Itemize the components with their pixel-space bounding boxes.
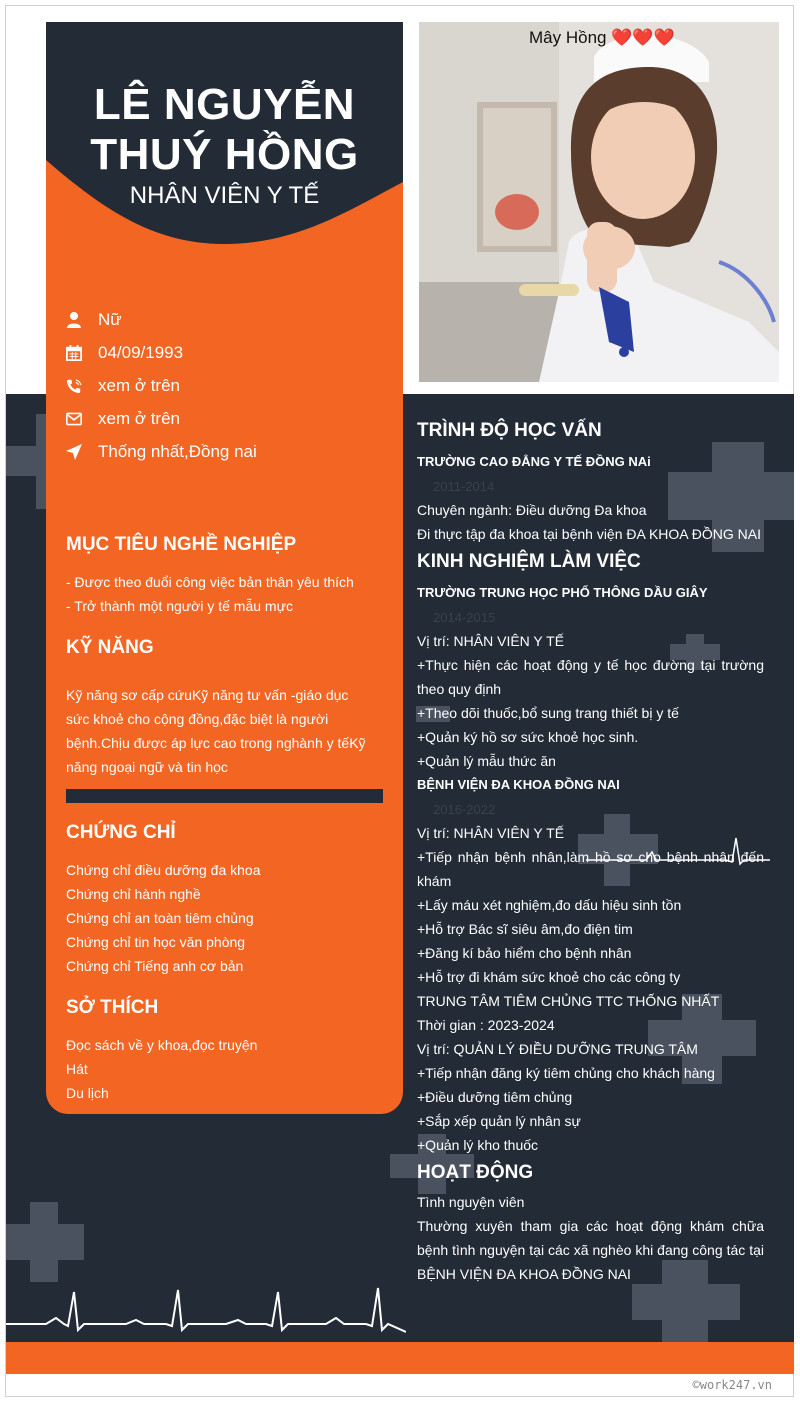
decor-cross-8v <box>30 1202 58 1282</box>
education-school: TRƯỜNG CAO ĐẲNG Y TẾ ĐỒNG NAi <box>417 454 651 469</box>
job-line: Vị trí: QUẢN LÝ ĐIỀU DƯỠNG TRUNG TÂM <box>417 1041 698 1057</box>
activity-line: Thường xuyên tham gia các hoạt động khám chữa bệnh tình nguyện tại các xã nghèo khi đang công tác tại BỆNH VIỆN ĐA KHOA ĐỒNG NAI <box>417 1218 764 1282</box>
envelope-icon <box>66 410 82 428</box>
phone-icon <box>66 377 82 395</box>
job-line: +Sắp xếp quản lý nhân sự <box>417 1113 581 1129</box>
phone-value: xem ở trên <box>98 376 181 395</box>
user-icon <box>66 311 82 329</box>
job-line: +Lấy máu xét nghiệm,đo dấu hiệu sinh tồn <box>417 897 682 913</box>
job-org: TRƯỜNG TRUNG HỌC PHỔ THÔNG DẦU GIÂY <box>417 585 708 600</box>
job-line: +Quản ký hồ sơ sức khoẻ học sinh. <box>417 729 639 745</box>
skills-heading: KỸ NĂNG <box>66 637 154 658</box>
info-address <box>66 439 386 465</box>
job-line: Vị trí: NHÂN VIÊN Y TẾ <box>417 825 565 841</box>
birthdate-value: 04/09/1993 <box>98 343 184 362</box>
job-period: 2016-2022 <box>433 802 496 817</box>
job-lines <box>417 821 764 1157</box>
job-org: BỆNH VIỆN ĐA KHOA ĐỒNG NAI <box>417 777 620 792</box>
hobby-item: Du lịch <box>66 1085 109 1101</box>
job-lines <box>417 629 764 773</box>
job-line: +Quản lý mẫu thức ăn <box>417 753 556 769</box>
heartbeat-line-left <box>6 1274 406 1334</box>
job-title: NHÂN VIÊN Y TẾ <box>129 182 320 209</box>
hobby-item: Hát <box>66 1061 88 1077</box>
education-heading: TRÌNH ĐỘ HỌC VẤN <box>417 420 602 441</box>
objective-text <box>66 570 386 618</box>
info-email <box>66 406 386 432</box>
job-line: Thời gian : 2023-2024 <box>417 1017 555 1033</box>
objective-line: - Trở thành một người y tế mẫu mực <box>66 598 293 614</box>
info-birthdate <box>66 340 386 366</box>
job-line: +Hỗ trợ Bác sĩ siêu âm,đo điện tim <box>417 921 633 937</box>
job-line: Vị trí: NHÂN VIÊN Y TẾ <box>417 633 565 649</box>
education-line: Đi thực tập đa khoa tại bệnh viện ĐA KHOA ĐỒNG NAI <box>417 526 761 542</box>
photo-illustration <box>419 22 779 382</box>
skills-text: Kỹ năng sơ cấp cứuKỹ năng tư vấn -giáo dục sức khoẻ cho cộng đồng,đặc biệt là người bệnh.Chịu được áp lực cao trong nghành y tếKỹ năng ngoại ngữ và tin học <box>66 687 366 775</box>
address-value: Thống nhất,Đồng nai <box>98 442 257 461</box>
certificate-item: Chứng chỉ Tiếng anh cơ bản <box>66 958 244 974</box>
activities-section <box>417 1162 764 1286</box>
location-arrow-icon <box>66 443 82 461</box>
photo-caption: Mây Hồng ❤️❤️❤️ <box>529 28 675 47</box>
job-line: +Điều dưỡng tiêm chủng <box>417 1089 573 1105</box>
job-line: TRUNG TÂM TIÊM CHỦNG TTC THỐNG NHẤT <box>417 993 720 1009</box>
objective-line: - Được theo đuổi công việc bản thân yêu thích <box>66 574 354 590</box>
activity-line: Tình nguyện viên <box>417 1194 525 1210</box>
job-line: +Theo dõi thuốc,bổ sung trang thiết bị y tế <box>417 705 679 721</box>
certificate-item: Chứng chỉ tin học văn phòng <box>66 934 246 950</box>
education-period: 2011-2014 <box>433 479 495 494</box>
activities-lines <box>417 1190 764 1286</box>
education-section <box>417 420 764 546</box>
watermark: ©work247.vn <box>692 1378 772 1392</box>
certificate-item: Chứng chỉ an toàn tiêm chủng <box>66 910 254 926</box>
hobbies-list <box>66 1033 386 1105</box>
job-period: 2014-2015 <box>433 610 496 625</box>
name-line-1: LÊ NGUYỄN <box>93 80 356 129</box>
education-line: Chuyên ngành: Điều dưỡng Đa khoa <box>417 502 647 518</box>
job-line: +Tiếp nhận đăng ký tiêm chủng cho khách hàng <box>417 1065 715 1081</box>
certificates-list <box>66 858 386 978</box>
job-line: +Đăng kí bảo hiểm cho bệnh nhân <box>417 945 632 961</box>
hobbies-heading: SỞ THÍCH <box>66 997 159 1018</box>
experience-heading: KINH NGHIỆM LÀM VIỆC <box>417 551 641 572</box>
certificate-item: Chứng chỉ hành nghề <box>66 886 201 902</box>
job-line: +Hỗ trợ đi khám sức khoẻ cho các công ty <box>417 969 681 985</box>
job-line: +Quản lý kho thuốc <box>417 1137 539 1153</box>
section-divider <box>66 789 383 803</box>
job-line: +Tiếp nhận bệnh nhân,làm hồ sơ cho bệnh nhân đến khám <box>417 849 764 889</box>
objective-heading: MỤC TIÊU NGHỀ NGHIỆP <box>66 534 297 555</box>
experience-section <box>417 551 764 1157</box>
calendar-icon <box>66 344 82 362</box>
certificates-heading: CHỨNG CHỈ <box>66 822 176 843</box>
job-line: +Thực hiện các hoạt động y tế học đường tại trường theo quy định <box>417 657 764 697</box>
info-phone <box>66 373 386 399</box>
certificate-item: Chứng chỉ điều dưỡng đa khoa <box>66 862 261 878</box>
footer-bar <box>6 1342 794 1374</box>
full-name <box>46 80 403 180</box>
info-gender <box>66 307 386 333</box>
hobby-item: Đọc sách về y khoa,đọc truyện <box>66 1037 258 1053</box>
name-line-2: THUÝ HỒNG <box>90 130 359 179</box>
gender-value: Nữ <box>98 310 122 329</box>
left-card <box>46 22 403 1114</box>
activities-heading: HOẠT ĐỘNG <box>417 1162 534 1183</box>
education-lines <box>417 498 764 546</box>
profile-photo <box>419 22 779 382</box>
email-value: xem ở trên <box>98 409 181 428</box>
